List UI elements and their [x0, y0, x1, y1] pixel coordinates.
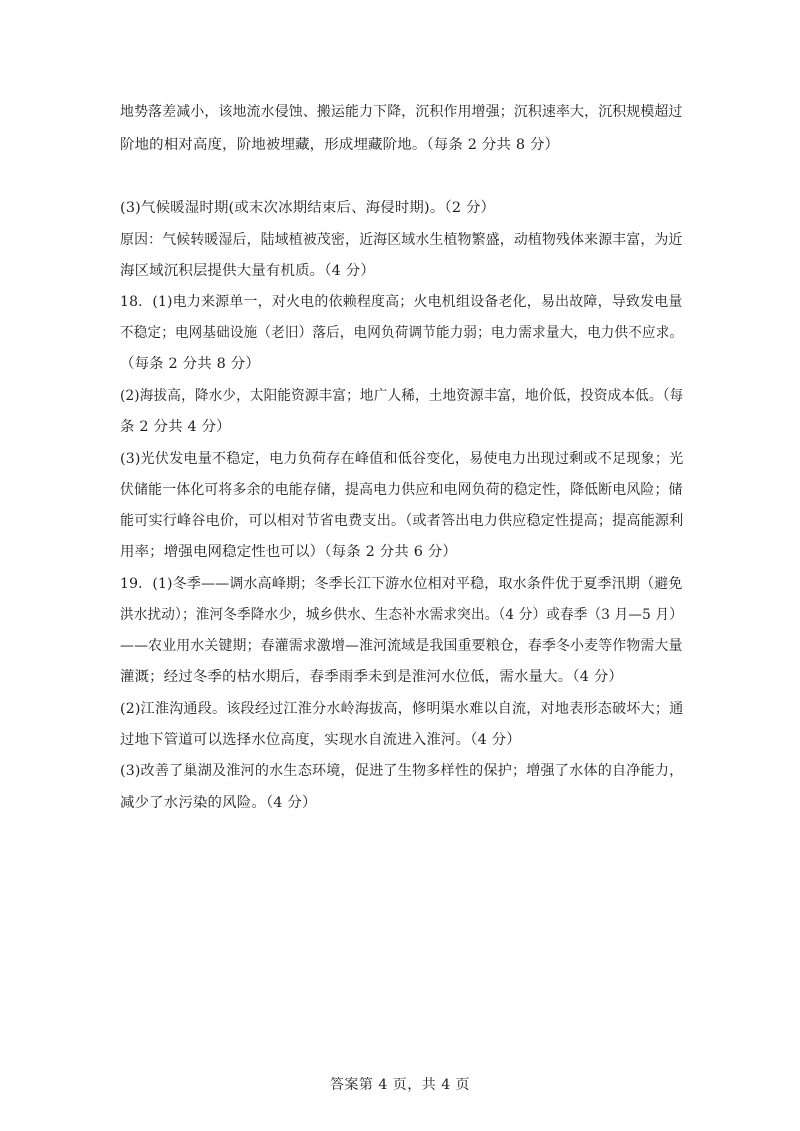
text-line: ——农业用水关键期；春灌需求激增—淮河流域是我国重要粮仓，春季冬小麦等作物需大量	[120, 638, 683, 654]
text-line: 减少了水污染的风险。（4 分）	[120, 795, 317, 811]
text-line: (2)海拔高，降水少，太阳能资源丰富；地广人稀，土地资源丰富，地价低，投资成本低。（每	[120, 388, 684, 404]
text-line: 条 2 分共 4 分）	[120, 419, 231, 435]
text-line: 18．(1)电力来源单一，对火电的依赖程度高；火电机组设备老化，易出故障，导致发电量	[120, 294, 683, 310]
text-line: 原因：气候转暖湿后，陆域植被茂密，近海区域水生植物繁盛，动植物残体来源丰富，为近	[120, 232, 683, 248]
text-line: (3)气候暖湿时期(或末次冰期结束后、海侵时期)。（2 分）	[120, 200, 496, 216]
text-line: (3)改善了巢湖及淮河的水生态环境，促进了生物多样性的保护；增强了水体的自净能力，	[120, 763, 684, 779]
text-line: (3)光伏发电量不稳定，电力负荷存在峰值和低谷变化，易使电力出现过剩或不足现象；光	[120, 451, 684, 467]
text-line: 阶地的相对高度，阶地被埋藏，形成埋藏阶地。（每条 2 分共 8 分）	[120, 137, 560, 153]
text-line: 19．(1)冬季——调水高峰期；冬季长江下游水位相对平稳，取水条件优于夏季汛期（避免	[120, 576, 683, 592]
text-line: 洪水扰动）；淮河冬季降水少，城乡供水、生态补水需求突出。（4 分）或春季（3 月—5 月）	[120, 607, 684, 623]
text-line: 伏储能一体化可将多余的电能存储，提高电力供应和电网负荷的稳定性，降低断电风险；储	[120, 482, 683, 498]
text-line: 地势落差减小，该地流水侵蚀、搬运能力下降，沉积作用增强；沉积速率大，沉积规模超过	[120, 104, 683, 120]
page-footer: 答案第 4 页，共 4 页	[329, 1077, 471, 1093]
text-line: 灌溉；经过冬季的枯水期后，春季雨季未到是淮河水位低，需水量大。（4 分）	[120, 669, 624, 685]
text-line: (2)江淮沟通段。该段经过江淮分水岭海拔高，修明渠水难以自流，对地表形态破坏大；通	[120, 701, 684, 717]
text-line: 过地下管道可以选择水位高度，实现水自流进入淮河。（4 分）	[120, 732, 521, 748]
text-line: 用率；增强电网稳定性也可以）（每条 2 分共 6 分）	[120, 544, 458, 560]
text-line: 能可实行峰谷电价，可以相对节省电费支出。（或者答出电力供应稳定性提高；提高能源利	[120, 513, 684, 529]
text-line: 海区域沉积层提供大量有机质。（4 分）	[120, 263, 375, 279]
text-line: （每条 2 分共 8 分）	[120, 356, 260, 372]
text-line: 不稳定；电网基础设施（老旧）落后，电网负荷调节能力弱；电力需求量大，电力供不应求。	[120, 325, 684, 341]
